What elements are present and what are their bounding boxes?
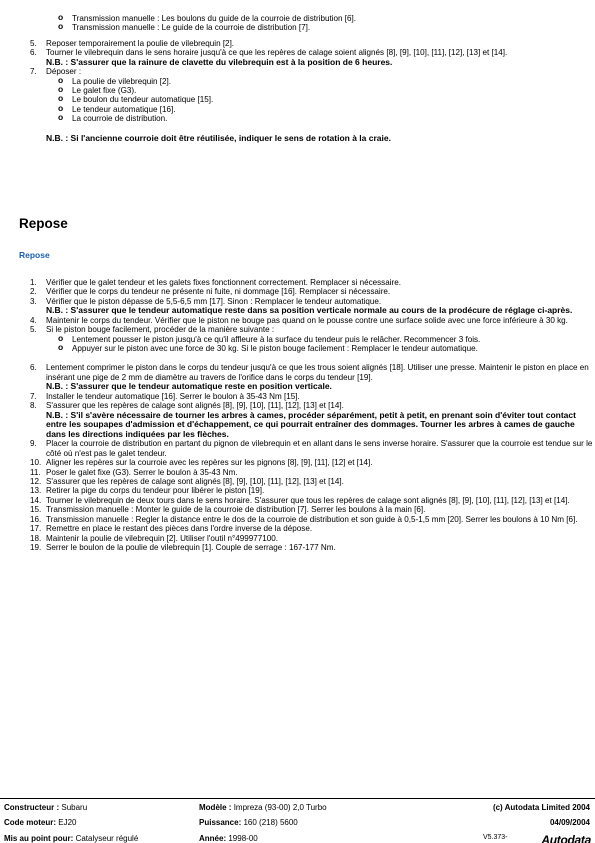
version-ref: V5.373- (483, 834, 508, 841)
code-label: Code moteur: (4, 818, 56, 827)
step-item (0, 486, 595, 495)
note (0, 58, 595, 68)
step-text: Aligner les repères sur la courroie avec les repères sur les pignons [8], [9], [11], [12] et [14]. (46, 458, 373, 468)
spacer (0, 353, 595, 363)
footer (0, 798, 595, 843)
mise-value: Catalyseur régulé (75, 834, 139, 843)
bullet-icon: o (58, 112, 64, 123)
step-number: 4. (30, 315, 37, 325)
sub-item-text: Le galet fixe (G3). (72, 86, 137, 96)
step-item (0, 363, 595, 382)
puissance-value: 160 (218) 5600 (243, 818, 298, 827)
step-text: S'assurer que les repères de calage sont alignés [8], [9], [10], [11], [12], [13] et [14]. (46, 477, 344, 487)
step-text: Déposer : (46, 67, 82, 77)
step-item (0, 477, 595, 486)
step-item (0, 392, 595, 401)
bullet-icon: o (58, 332, 64, 343)
sub-item-text: La courroie de distribution. (72, 114, 168, 124)
step-number: 13. (30, 486, 42, 496)
step-number: 7. (30, 67, 37, 77)
step-text: Poser le galet fixe (G3). Serrer le boulon à 35-43 Nm. (46, 467, 238, 477)
step-text: Si le piston bouge facilement, procéder de la manière suivante : (46, 325, 275, 335)
note (0, 411, 595, 440)
step-number: 5. (30, 38, 37, 48)
step-text: Vérifier que le galet tendeur et les galets fixes fonctionnent correctement. Remplacer si nécessaire. (46, 278, 401, 287)
installation-steps (0, 278, 595, 552)
step-number: 19. (30, 542, 42, 552)
sub-item (0, 344, 595, 353)
puissance-label: Puissance: (199, 818, 242, 827)
step-text: Transmission manuelle : Monter le guide de la courroie de distribution [7]. Serrer les boulons à la main [6]. (46, 505, 426, 515)
step-text: S'assurer que les repères de calage sont alignés [8], [9], [10], [11], [12], [13] et [14]. (46, 401, 344, 411)
step-item (0, 39, 595, 48)
step-item (0, 534, 595, 543)
step-number: 11. (30, 467, 41, 477)
step-text: Retirer la pige du corps du tendeur pour libérer le piston [19]. (46, 486, 265, 496)
sub-item-text: La poulie de vilebrequin [2]. (72, 76, 171, 86)
step-text: Vérifier que le piston dépasse de 5,5-6,5 mm [17]. Sinon : Remplacer le tendeur automatique. (46, 296, 382, 306)
note (0, 382, 595, 392)
bullet-icon: o (58, 12, 64, 22)
sub-item (0, 114, 595, 123)
step-item (0, 505, 595, 514)
sub-item (0, 95, 595, 104)
step-text: Serrer le boulon de la poulie de vilebrequin [1]. Couple de serrage : 167-177 Nm. (46, 542, 336, 552)
step-item (0, 468, 595, 477)
step-item (0, 439, 595, 458)
note-text: N.B. : S'assurer que la rainure de clavette du vilebrequin est à la position de 6 heures. (46, 56, 393, 67)
print-date: 04/09/2004 (549, 818, 590, 827)
bullet-icon: o (58, 84, 64, 95)
modele-value: Impreza (93-00) 2,0 Turbo (233, 803, 327, 812)
step-number: 17. (30, 524, 42, 534)
step-text: Lentement comprimer le piston dans le corps du tendeur jusqu'à ce que les trous soient alignés [18]. Utiliser une presse. Maintenir le piston en place en insérant une pige de 2 mm de diamètre au travers de l'orifice dans le corps du tendeur [19]. (46, 363, 589, 382)
footer-row-2 (4, 818, 594, 828)
note-text: N.B. : S'il s'avère nécessaire de tourner les arbres à cames, procéder séparément, petit à petit, en prenant soin d'éviter tout contact entre les soupapes d'admission et d'échappement, ce qui pourrait entraîner des dommages. Tourner les arbres à cames de gauche dans les directions indiquées par les flèches. (46, 409, 576, 439)
step-number: 14. (30, 495, 42, 505)
note (0, 134, 595, 144)
step-item (0, 496, 595, 505)
step-number: 18. (30, 533, 42, 543)
bullet-icon: o (58, 21, 64, 32)
sub-item-text: Le boulon du tendeur automatique [15]. (72, 95, 214, 105)
sub-item-text: Lentement pousser le piston jusqu'à ce qu'il affleure à la surface du tendeur puis le relâcher. Recommencer 3 fois. (72, 334, 481, 344)
step-number: 6. (30, 363, 37, 373)
step-text: Maintenir le corps du tendeur. Vérifier que le piston ne bouge pas quand on le pousse contre une surface solide avec une force inférieure à 30 kg. (46, 315, 568, 325)
step-item (0, 543, 595, 552)
step-text: Placer la courroie de distribution en partant du pignon de vilebrequin et en allant dans le sens inverse horaire. S'assurer que la courroie est tendue sur le côté où n'est pas le galet tendeur. (46, 439, 593, 458)
annee-value: 1998-00 (228, 834, 258, 843)
step-number: 9. (30, 439, 37, 449)
bullet-icon: o (58, 74, 64, 85)
code-value: EJ20 (58, 818, 77, 827)
note (0, 306, 595, 316)
note-text: N.B. : Si l'ancienne courroie doit être réutilisée, indiquer le sens de rotation à la craie. (46, 132, 391, 143)
step-text: Maintenir la poulie de vilebrequin [2]. Utiliser l'outil n°499977100. (46, 533, 278, 543)
step-number: 10. (30, 458, 42, 468)
bullet-icon: o (58, 102, 64, 113)
bullet-icon: o (58, 93, 64, 104)
step-number: 7. (30, 391, 37, 401)
sub-item (0, 23, 595, 32)
step-number: 1. (30, 278, 37, 287)
removal-steps-continued (0, 14, 595, 143)
sub-item (0, 14, 595, 23)
step-item (0, 458, 595, 467)
step-number: 6. (30, 48, 37, 58)
copyright: (c) Autodata Limited 2004 (492, 803, 590, 812)
step-item (0, 287, 595, 296)
bullet-icon: o (58, 342, 64, 353)
step-text: Transmission manuelle : Regler la distance entre le dos de la courroie de distribution et son guide à 0,5-1,5 mm [20]. Serrer les boulons à 10 Nm [6]. (46, 514, 578, 524)
step-text: Tourner le vilebrequin de deux tours dans le sens horaire. S'assurer que tous les repères de calage sont alignés [8], [9], [10], [11], [12], [13] et [14]. (46, 495, 570, 505)
mise-label: Mis au point pour: (4, 834, 74, 843)
sub-item-text: Transmission manuelle : Le guide de la courroie de distribution [7]. (72, 23, 311, 33)
sub-item-text: Transmission manuelle : Les boulons du guide de la courroie de distribution [6]. (72, 14, 357, 23)
note-text: N.B. : S'assurer que le tendeur automatique reste dans sa position verticale normale au cours de la prodécure de réglage ci-après. (46, 305, 573, 316)
section-subheading: Repose (19, 250, 50, 260)
step-item (0, 524, 595, 533)
sub-item (0, 74, 595, 86)
sub-item (0, 102, 595, 114)
autodata-logo: Autodata (541, 833, 591, 843)
step-number: 3. (30, 296, 37, 306)
step-text: Vérifier que le corps du tendeur ne présente ni fuite, ni dommage [16]. Remplacer si nécessaire. (46, 287, 391, 297)
step-number: 15. (30, 505, 42, 515)
footer-row-1 (4, 803, 594, 813)
step-number: 12. (30, 477, 42, 487)
step-item (0, 515, 595, 524)
step-number: 5. (30, 325, 37, 335)
step-item (0, 325, 595, 334)
annee-label: Année: (199, 834, 227, 843)
section-heading: Repose (19, 216, 68, 231)
modele-label: Modèle : (199, 803, 232, 812)
sub-item (0, 332, 595, 344)
step-item (0, 67, 595, 76)
step-number: 8. (30, 401, 37, 411)
sub-item (0, 86, 595, 95)
step-text: Installer le tendeur automatique [16]. Serrer le boulon à 35-43 Nm [15]. (46, 391, 300, 401)
step-text: Reposer temporairement la poulie de vilebrequin [2]. (46, 38, 235, 48)
step-text: Remettre en place le restant des pièces dans l'ordre inverse de la dépose. (46, 524, 313, 534)
step-number: 2. (30, 287, 37, 297)
constructeur-label: Constructeur : (4, 803, 60, 812)
constructeur-value: Subaru (61, 803, 88, 812)
sub-item-text: Le tendeur automatique [16]. (72, 104, 176, 114)
note-text: N.B. : S'assurer que le tendeur automatique reste en position verticale. (46, 381, 332, 392)
step-text: Tourner le vilebrequin dans le sens horaire jusqu'à ce que les repères de calage soient alignés [8], [9], [10], [11], [12], [13] et [14]. (46, 48, 508, 58)
step-item (0, 278, 595, 287)
step-item (0, 316, 595, 325)
sub-item-text: Appuyer sur le piston avec une force de 30 kg. Si le piston bouge facilement : Remplacer le tendeur automatique. (72, 344, 478, 354)
step-number: 16. (30, 514, 42, 524)
